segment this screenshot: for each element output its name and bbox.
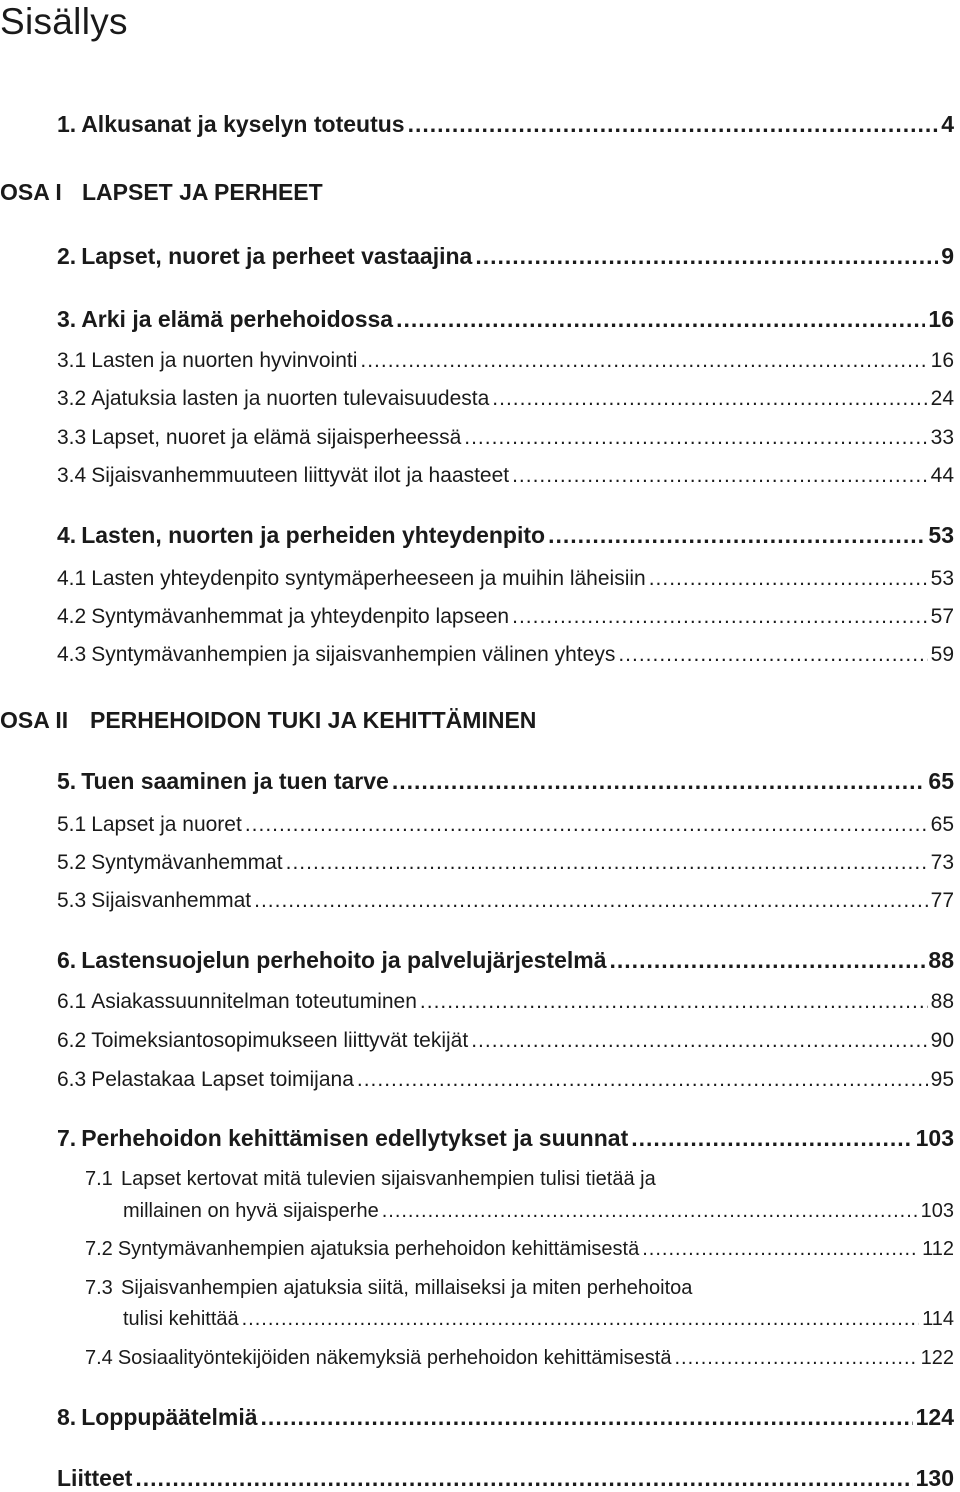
entry-title: Liitteet (57, 1465, 133, 1491)
toc-entry[interactable] (57, 424, 954, 452)
dot-leader (512, 462, 928, 490)
dot-leader (254, 887, 928, 915)
entry-number: 2. (57, 243, 77, 269)
entry-title-continued: millainen on hyvä sijaisperhe (123, 1200, 379, 1222)
entry-title: Syntymävanhempien ajatuksia perhehoidon kehittämisestä (117, 1238, 640, 1260)
dot-leader (286, 849, 928, 877)
toc-entry[interactable] (57, 462, 954, 490)
entry-page: 114 (922, 1308, 954, 1330)
entry-page: 122 (920, 1347, 954, 1369)
dot-leader (642, 1235, 919, 1263)
entry-page: 88 (928, 947, 954, 973)
toc-entry[interactable] (57, 767, 954, 795)
toc-entry[interactable] (57, 1124, 954, 1152)
entry-number: 6.2 (57, 1029, 87, 1052)
entry-page: 65 (928, 768, 954, 794)
entry-title: Lapset ja nuoret (91, 813, 242, 836)
entry-number: 6.1 (57, 990, 87, 1013)
part-label: OSA II (0, 707, 69, 733)
entry-title: Alkusanat ja kyselyn toteutus (81, 111, 405, 137)
entry-page: 57 (930, 605, 954, 628)
entry-number: 7.1 (85, 1168, 113, 1190)
entry-title: Loppupäätelmiä (81, 1404, 258, 1430)
entry-title: Asiakassuunnitelman toteutuminen (91, 990, 417, 1013)
toc-entry[interactable] (57, 1403, 954, 1431)
entry-page: 4 (941, 111, 954, 137)
entry-title: Lasten, nuorten ja perheiden yhteydenpito (81, 522, 546, 548)
entry-number: 3.4 (57, 464, 87, 487)
dot-leader (492, 385, 927, 413)
dot-leader (674, 1344, 917, 1372)
entry-page: 88 (930, 990, 954, 1013)
entry-page: 53 (928, 522, 954, 548)
dot-leader (464, 424, 927, 452)
entry-page: 53 (930, 567, 954, 590)
entry-title: Tuen saaminen ja tuen tarve (81, 768, 389, 794)
entry-title: Pelastakaa Lapset toimijana (91, 1068, 354, 1091)
entry-number: 7.2 (85, 1238, 113, 1260)
entry-number: 4.2 (57, 605, 87, 628)
part-title: PERHEHOIDON TUKI JA KEHITTÄMINEN (90, 707, 537, 733)
entry-number: 5.3 (57, 889, 87, 912)
dot-leader (610, 946, 926, 974)
entry-number: 5.2 (57, 851, 87, 874)
entry-page: 103 (915, 1125, 954, 1151)
entry-page: 33 (930, 426, 954, 449)
dot-leader (618, 641, 927, 669)
dot-leader (382, 1197, 918, 1225)
entry-title: Sijaisvanhemmuuteen liittyvät ilot ja haasteet (91, 464, 510, 487)
entry-title: Syntymävanhempien ja sijaisvanhempien välinen yhteys (91, 643, 616, 666)
entry-page: 77 (930, 889, 954, 912)
entry-page: 24 (930, 387, 954, 410)
part-heading (0, 706, 536, 734)
dot-leader (420, 988, 928, 1016)
entry-page: 9 (941, 243, 954, 269)
toc-entry[interactable] (57, 305, 954, 333)
entry-number: 3.2 (57, 387, 87, 410)
entry-title: Arki ja elämä perhehoidossa (81, 306, 394, 332)
entry-title: Lastensuojelun perhehoito ja palvelujärjestelmä (81, 947, 607, 973)
entry-number: 6.3 (57, 1068, 87, 1091)
toc-entry-first-line[interactable] (85, 1274, 692, 1302)
toc-entry[interactable] (57, 849, 954, 877)
entry-page: 65 (930, 813, 954, 836)
dot-leader (261, 1403, 913, 1431)
toc-entry[interactable] (123, 1197, 954, 1225)
entry-page: 59 (930, 643, 954, 666)
dot-leader (408, 110, 939, 138)
dot-leader (135, 1464, 912, 1492)
toc-entry[interactable] (57, 811, 954, 839)
entry-page: 130 (915, 1465, 954, 1491)
toc-entry[interactable] (57, 521, 954, 549)
dot-leader (245, 811, 928, 839)
entry-title: Lasten yhteydenpito syntymäperheeseen ja muihin läheisiin (91, 567, 646, 590)
part-title: LAPSET JA PERHEET (82, 179, 323, 205)
entry-page: 103 (920, 1200, 954, 1222)
entry-title: Lapset, nuoret ja perheet vastaajina (81, 243, 473, 269)
entry-title: Ajatuksia lasten ja nuorten tulevaisuudesta (91, 387, 490, 410)
toc-entry-first-line[interactable] (85, 1165, 656, 1193)
toc-entry[interactable] (57, 565, 954, 593)
entry-page: 73 (930, 851, 954, 874)
entry-title: Lapset, nuoret ja elämä sijaisperheessä (91, 426, 462, 449)
entry-number: 4. (57, 522, 77, 548)
toc-entry[interactable] (57, 946, 954, 974)
entry-page: 44 (930, 464, 954, 487)
toc-entry[interactable] (57, 242, 954, 270)
entry-title: Syntymävanhemmat ja yhteydenpito lapseen (91, 605, 510, 628)
entry-number: 5.1 (57, 813, 87, 836)
dot-leader (471, 1027, 927, 1055)
dot-leader (360, 347, 927, 375)
entry-page: 95 (930, 1068, 954, 1091)
entry-title: Lapset kertovat mitä tulevien sijaisvanhempien tulisi tietää ja (121, 1168, 656, 1190)
dot-leader (649, 565, 928, 593)
toc-entry[interactable] (57, 603, 954, 631)
entry-title: Lasten ja nuorten hyvinvointi (91, 349, 358, 372)
toc-entry[interactable] (57, 1066, 954, 1094)
dot-leader (396, 305, 925, 333)
dot-leader (392, 767, 926, 795)
toc-entry[interactable] (57, 347, 954, 375)
dot-leader (242, 1305, 919, 1333)
entry-number: 4.3 (57, 643, 87, 666)
entry-title: Toimeksiantosopimukseen liittyvät tekijät (91, 1029, 469, 1052)
entry-number: 7.3 (85, 1277, 113, 1299)
toc-entry[interactable] (123, 1305, 954, 1333)
page-title: Sisällys (0, 1, 128, 42)
entry-number: 7. (57, 1125, 77, 1151)
entry-title-continued: tulisi kehittää (123, 1308, 239, 1330)
dot-leader (475, 242, 938, 270)
toc-entry[interactable] (57, 385, 954, 413)
toc-entry[interactable] (85, 1344, 954, 1372)
entry-number: 3. (57, 306, 77, 332)
entry-title: Sijaisvanhemmat (91, 889, 252, 912)
toc-entry[interactable] (57, 110, 954, 138)
entry-page: 16 (928, 306, 954, 332)
entry-page: 124 (915, 1404, 954, 1430)
entry-title: Syntymävanhemmat (91, 851, 283, 874)
toc-entry[interactable] (85, 1235, 954, 1263)
entry-number: 7.4 (85, 1347, 113, 1369)
toc-entry[interactable] (57, 641, 954, 669)
part-heading (0, 178, 323, 206)
entry-title: Sosiaalityöntekijöiden näkemyksiä perhehoidon kehittämisestä (117, 1347, 672, 1369)
entry-page: 16 (930, 349, 954, 372)
entry-number: 1. (57, 111, 77, 137)
dot-leader (512, 603, 928, 631)
entry-title: Perhehoidon kehittämisen edellytykset ja suunnat (81, 1125, 629, 1151)
entry-number: 8. (57, 1404, 77, 1430)
entry-page: 90 (930, 1029, 954, 1052)
entry-number: 3.1 (57, 349, 87, 372)
toc-entry[interactable] (57, 887, 954, 915)
entry-number: 5. (57, 768, 77, 794)
dot-leader (631, 1124, 912, 1152)
dot-leader (357, 1066, 928, 1094)
toc-entry[interactable] (57, 1027, 954, 1055)
toc-entry[interactable] (57, 988, 954, 1016)
entry-number: 4.1 (57, 567, 87, 590)
dot-leader (548, 521, 925, 549)
toc-entry[interactable] (57, 1464, 954, 1492)
entry-page: 112 (922, 1238, 954, 1260)
part-label: OSA I (0, 179, 62, 205)
entry-number: 3.3 (57, 426, 87, 449)
entry-number: 6. (57, 947, 77, 973)
entry-title: Sijaisvanhempien ajatuksia siitä, millaiseksi ja miten perhehoitoa (121, 1277, 693, 1299)
